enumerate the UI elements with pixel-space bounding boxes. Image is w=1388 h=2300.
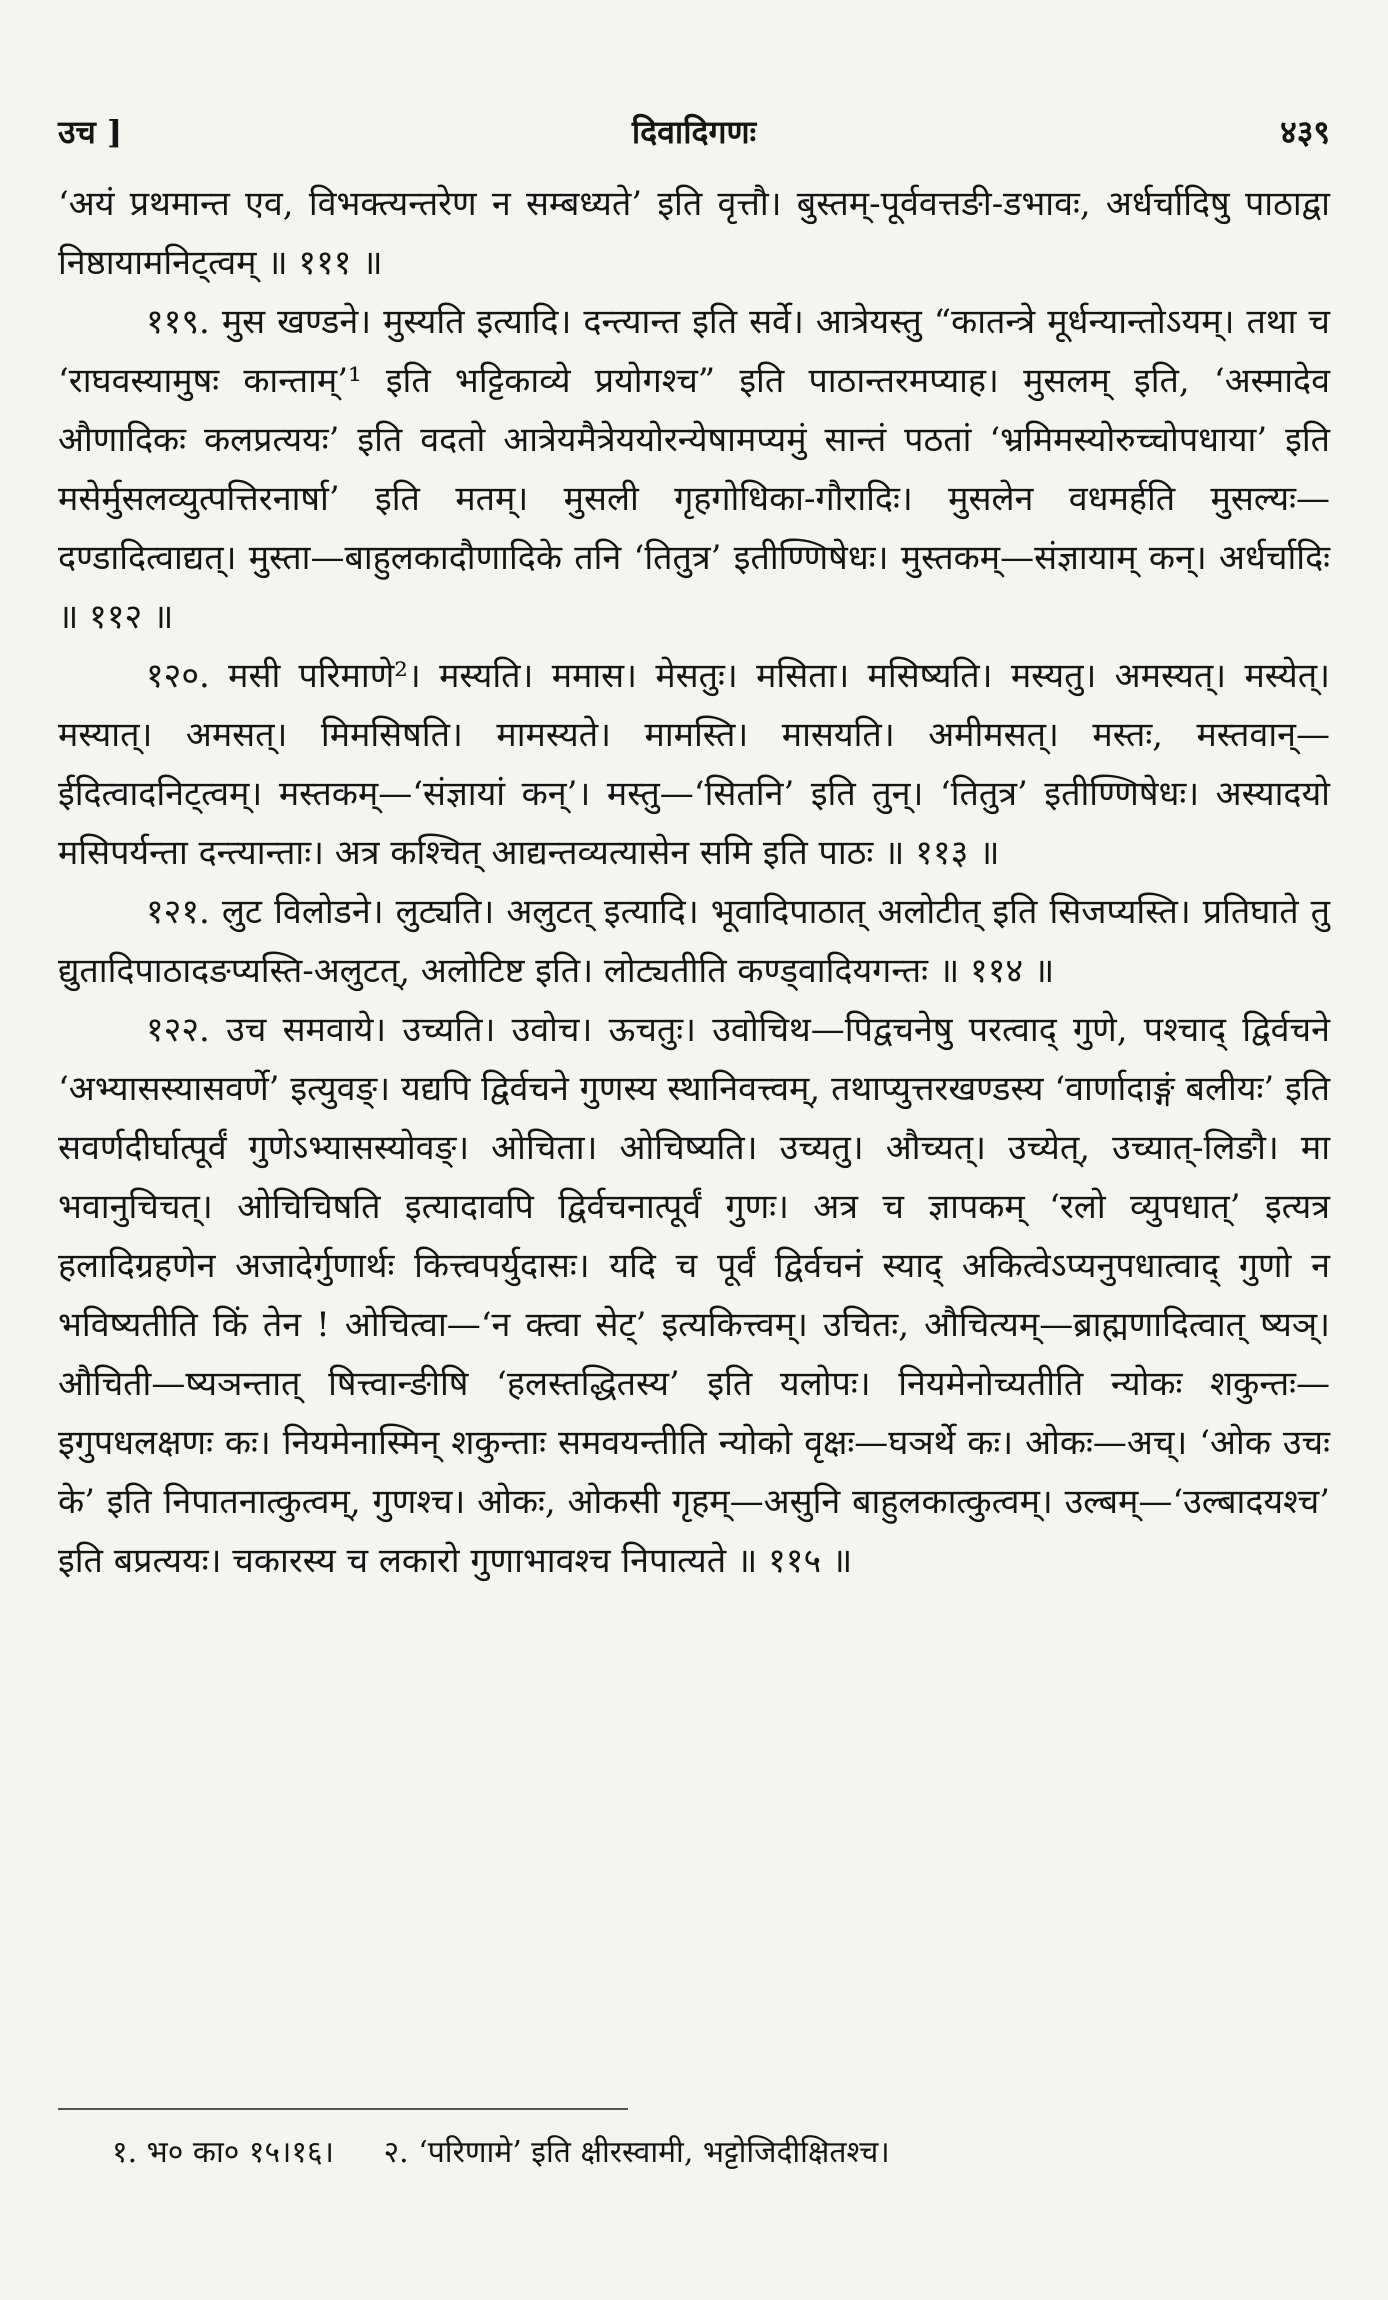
paragraph-entry-122: १२२. उच समवाये। उच्यति। उवोच। ऊचतुः। उवोचिथ—पिद्वचनेषु परत्वाद् गुणे, पश्चाद् द्विर्वचने ‘अभ्यासस्यासवर्णे’ इत्युवङ्। यद्यपि द्विर्वचने गुणस्य स्थानिवत्त्वम्, तथाप्युत्तरखण्डस्य ‘वार्णादाङ्गं बलीयः’ इति सवर्णदीर्घात्पूर्वं गुणेऽभ्यासस्योवङ्। ओचिता। ओचिष्यति। उच्यतु। औच्यत्। उच्येत्, उच्यात्-लिङौ। मा भवानुचिचत्। ओचिचिषति इत्यादावपि द्विर्वचनात्पूर्वं गुणः। अत्र च ज्ञापकम् ‘रलो व्युपधात्’ इत्यत्र हलादिग्रहणेन अजादेर्गुणार्थः कित्त्वपर्युदासः। यदि च पूर्वं द्विर्वचनं स्याद् अकित्वेऽप्यनुपधात्वाद् गुणो न भविष्यतीति किं तेन ! ओचित्वा—‘न क्त्वा सेट्’ इत्यकित्त्वम्। उचितः, औचित्यम्—ब्राह्मणादित्वात् ष्यञ्। औचिती—ष्यञन्तात् षित्त्वान्ङीषि ‘हलस्तद्धितस्य’ इति यलोपः। नियमेनोच्यतीति न्योकः शकुन्तः—इगुपधलक्षणः कः। नियमेनास्मिन् शकुन्ताः समवयन्तीति न्योको वृक्षः—घञर्थे कः। ओकः—अच्। ‘ओक उचः के’ इति निपातनात्कुत्वम्, गुणश्च। ओकः, ओकसी गृहम्—असुनि बाहुलकात्कुत्वम्। उल्बम्—‘उल्बादयश्च’ इति बप्रत्ययः। चकारस्य च लकारो गुणाभावश्च निपात्यते ॥ ११५ ॥	[58, 1010, 1330, 1581]
paragraph-entry-121: १२१. लुट विलोडने। लुट्यति। अलुटत् इत्यादि। भूवादिपाठात् अलोटीत् इति सिजप्यस्ति। प्रतिघाते तु द्युतादिपाठादङप्यस्ति-अलुटत्, अलोटिष्ट इति। लोट्यतीति कण्ड्वादियगन्तः ॥ ११४ ॥	[58, 892, 1330, 991]
paragraph-entry-120: १२०. मसी परिमाणे²। मस्यति। ममास। मेसतुः। मसिता। मसिष्यति। मस्यतु। अमस्यत्। मस्येत्। मस्यात्। अमसत्। मिमसिषति। मामस्यते। मामस्ति। मासयति। अमीमसत्। मस्तः, मस्तवान्—ईदित्वादनिट्त्वम्। मस्तकम्—‘संज्ञायां कन्’। मस्तु—‘सितनि’ इति तुन्। ‘तितुत्र’ इतीण्णिषेधः। अस्यादयो मसिपर्यन्ता दन्त्यान्ताः। अत्र कश्चित् आद्यन्तव्यत्यासेन समि इति पाठः ॥ ११३ ॥	[58, 656, 1330, 873]
page-number: ४३९	[1280, 113, 1330, 151]
header-section-mark: उच ]	[58, 113, 123, 151]
paragraph-entry-119: ११९. मुस खण्डने। मुस्यति इत्यादि। दन्त्यान्त इति सर्वे। आत्रेयस्तु “कातन्त्रे मूर्धन्यान्तोऽयम्। तथा च ‘राघवस्यामुषः कान्ताम्’¹ इति भट्टिकाव्ये प्रयोगश्च” इति पाठान्तरमप्याह। मुसलम् इति, ‘अस्मादेव औणादिकः कलप्रत्ययः’ इति वदतो आत्रेयमैत्रेययोरन्येषामप्यमुं सान्तं पठतां ‘भ्रमिमस्योरुच्चोपधाया’ इति मसेर्मुसलव्युत्पत्तिरनार्षा’ इति मतम्। मुसली गृहगोधिका-गौरादिः। मुसलेन वधमर्हति मुसल्यः—दण्डादित्वाद्यत्। मुस्ता—बाहुलकादौणादिके तनि ‘तितुत्र’ इतीण्णिषेधः। मुस्तकम्—संज्ञायाम् कन्। अर्धर्चादिः ॥ ११२ ॥	[58, 302, 1330, 637]
running-header	[58, 110, 1330, 153]
header-title: दिवादिगणः	[631, 113, 757, 151]
footnote-2: २. ‘परिणामे’ इति क्षीरस्वामी, भट्टोजिदीक्षितश्च।	[383, 2135, 890, 2170]
page-body	[58, 110, 1330, 1591]
footnote-1: १. भ० का० १५।१६।	[112, 2135, 334, 2170]
footnote-divider	[58, 2108, 628, 2110]
paragraph-continuation: ‘अयं प्रथमान्त एव, विभक्त्यन्तरेण न सम्बध्यते’ इति वृत्तौ। बुस्तम्-पूर्ववत्तङी-डभावः, अर्धर्चादिषु पाठाद्वा निष्ठायामनिट्त्वम् ॥ १११ ॥	[58, 184, 1330, 283]
footnotes	[112, 2128, 1312, 2178]
